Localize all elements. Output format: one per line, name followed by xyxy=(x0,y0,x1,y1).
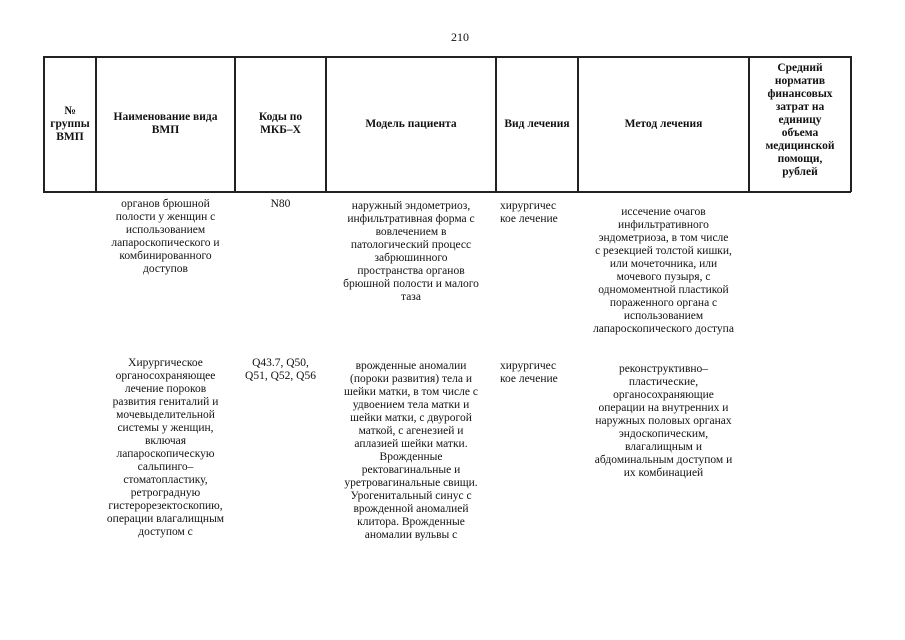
row1-codes: N80 xyxy=(270,198,291,210)
header-cost: Средний норматив финансовых затрат на единицу объема медицинской помощи, рублей xyxy=(765,62,835,178)
row1-treatment-type: хирургичес кое лечение xyxy=(500,200,558,225)
col-divider-7 xyxy=(850,56,852,192)
row2-codes: Q43.7, Q50, Q51, Q52, Q56 xyxy=(245,357,316,382)
row2-method: реконструктивно– пластические, органосохраняющие операции на внутренних и наружных половых органах эндоскопическим, влагалищным и абдоминальным доступом и их комбинацией xyxy=(594,363,733,479)
row2-patient-model: врожденные аномалии (пороки развития) тела и шейки матки, в том числе с удвоением тела матки и шейки матки, с двурогой маткой, с агенезией и аплазией шейки матки. Врожденные ректовагинальные и уретровагинальные свищи. Урогенитальный синус с врожденной аномалией клитора. Врожденные аномалии вульвы с xyxy=(344,360,478,541)
row1-patient-model: наружный эндометриоз, инфильтративная форма с вовлечением в патологический процесс забрюшинного пространства органов брюшной полости и малого таза xyxy=(343,200,479,303)
row1-name: органов брюшной полости у женщин с использованием лапароскопического и комбинированного доступов xyxy=(111,198,220,275)
row1-method: иссечение очагов инфильтративного эндометриоза, в том числе с резекцией толстой кишки, или мочеточника, или мочевого пузыря, с одномоментной пластикой пораженного органа с использованием лапароскопического доступа xyxy=(593,206,734,335)
header-treatment-type: Вид лечения xyxy=(504,117,570,130)
row2-treatment-type: хирургичес кое лечение xyxy=(500,360,558,385)
header-name: Наименование вида ВМП xyxy=(113,111,218,136)
header-codes: Коды по МКБ–Х xyxy=(258,111,303,136)
page-number: 210 xyxy=(451,30,469,44)
header-method: Метод лечения xyxy=(624,117,703,130)
header-bottom-border xyxy=(43,191,851,193)
header-patient-model: Модель пациента xyxy=(365,117,457,130)
header-group-no: № группы ВМП xyxy=(50,104,90,143)
row2-name: Хирургическое органосохраняющее лечение пороков развития гениталий и мочевыделительной системы у женщин, включая лапароскопическую сальпинго– стоматопластику, ретроградную гистерорезектоскопию, операции влагалищным доступом с xyxy=(106,357,225,538)
